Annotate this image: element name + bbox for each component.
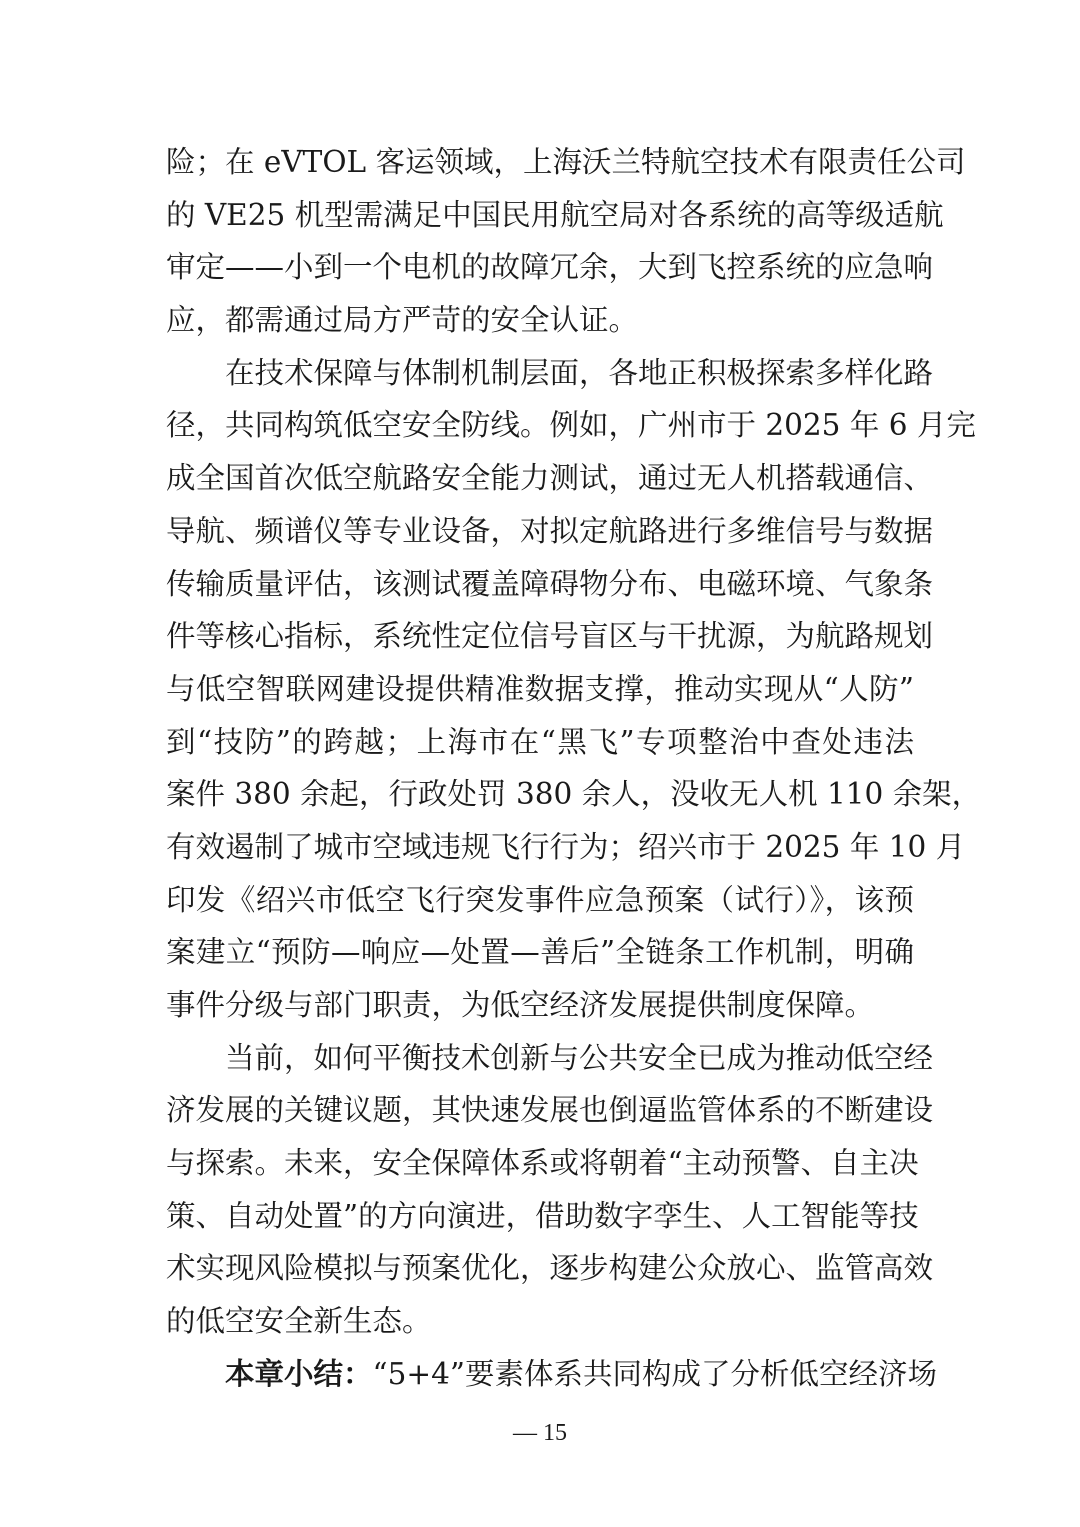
text-line: 成全国首次低空航路安全能力测试，通过无人机搭载通信、 xyxy=(166,461,934,496)
summary-text: “5+4”要素体系共同构成了分析低空经济场 xyxy=(372,1356,937,1391)
text-line: 件等核心指标，系统性定位信号盲区与干扰源，为航路规划 xyxy=(166,619,934,654)
text-line: 当前，如何平衡技术创新与公共安全已成为推动低空经 xyxy=(166,1040,934,1075)
text-line: 审定——小到一个电机的故障冗余，大到飞控系统的应急响 xyxy=(166,250,934,285)
text-line: 导航、频谱仪等专业设备，对拟定航路进行多维信号与数据 xyxy=(166,513,934,548)
page-number: — 15 xyxy=(513,1420,567,1446)
summary-indent xyxy=(166,1357,225,1391)
text-line: 案件 380 余起，行政处罚 380 余人，没收无人机 110 余架， xyxy=(166,777,982,812)
text-line: 术实现风险模拟与预案优化，逐步构建公众放心、监管高效 xyxy=(166,1251,934,1286)
text-line: 案建立“预防—响应—处置—善后”全链条工作机制，明确 xyxy=(166,935,914,970)
text-line: 传输质量评估，该测试覆盖障碍物分布、电磁环境、气象条 xyxy=(166,566,934,601)
text-line: 的低空安全新生态。 xyxy=(166,1304,432,1339)
text-line: 险；在 eVTOL 客运领域，上海沃兰特航空技术有限责任公司 xyxy=(166,145,966,179)
text-line: 事件分级与部门职责，为低空经济发展提供制度保障。 xyxy=(166,988,875,1022)
text-line: 有效遏制了城市空域违规飞行行为；绍兴市于 2025 年 10 月 xyxy=(166,829,966,864)
text-line: 在技术保障与体制机制层面，各地正积极探索多样化路 xyxy=(166,355,934,390)
text-line: 与低空智联网建设提供精准数据支撑，推动实现从“人防” xyxy=(166,671,914,706)
body-text xyxy=(166,136,982,1401)
text-line: 与探索。未来，安全保障体系或将朝着“主动预警、自主决 xyxy=(166,1146,919,1181)
text-line: 的 VE25 机型需满足中国民用航空局对各系统的高等级适航 xyxy=(166,197,944,232)
text-line: 济发展的关键议题，其快速发展也倒逼监管体系的不断建设 xyxy=(166,1093,934,1128)
text-line: 印发《绍兴市低空飞行突发事件应急预案（试行）》，该预 xyxy=(166,882,914,917)
text-line: 策、自动处置”的方向演进，借助数字孪生、人工智能等技 xyxy=(166,1198,919,1233)
chapter-summary xyxy=(166,1348,937,1401)
text-line: 径，共同构筑低空安全防线。例如，广州市于 2025 年 6 月完 xyxy=(166,408,976,443)
text-line: 应，都需通过局方严苛的安全认证。 xyxy=(166,303,639,338)
text-line: 到“技防”的跨越；上海市在“黑飞”专项整治中查处违法 xyxy=(166,724,914,759)
summary-heading: 本章小结： xyxy=(225,1356,373,1391)
